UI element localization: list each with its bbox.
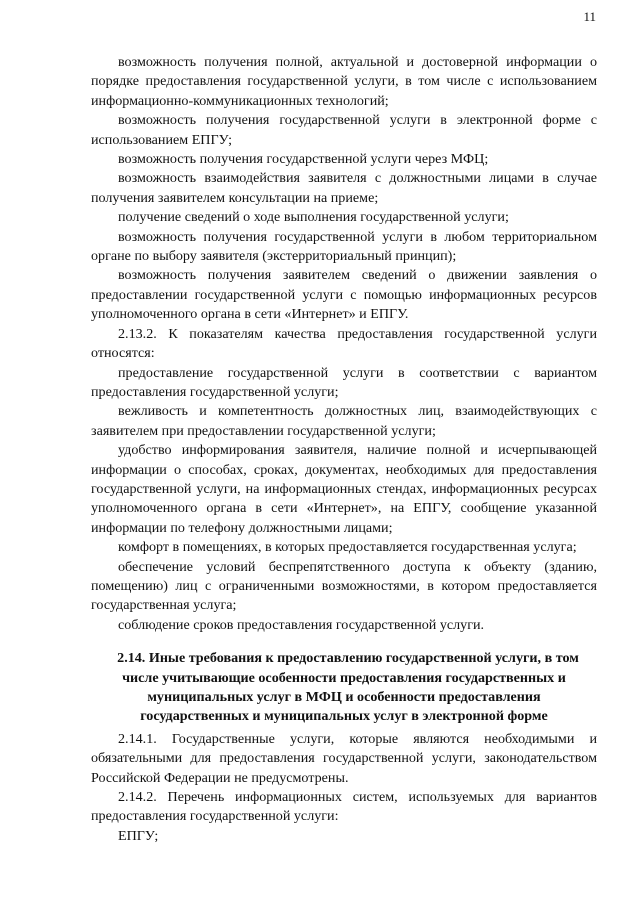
- document-body: [91, 53, 597, 846]
- page-number: 11: [583, 9, 596, 24]
- paragraph: ЕПГУ;: [118, 827, 159, 844]
- paragraph: 2.14.2. Перечень информационных систем, используемых для вариантов предоставления государственной услуги:: [91, 789, 597, 825]
- paragraph: возможность получения полной, актуальной и достоверной информации о порядке предоставления государственной услуги, в том числе с использованием информационно-коммуникационных технологий;: [91, 54, 597, 109]
- paragraph: комфорт в помещениях, в которых предоставляется государственная услуга;: [118, 539, 577, 556]
- paragraph: возможность получения государственной услуги в электронной форме с использованием ЕПГУ;: [91, 112, 597, 148]
- paragraph: обеспечение условий беспрепятственного доступа к объекту (зданию, помещению) лиц с ограниченными возможностями, в котором предоставляется государственная услуга;: [91, 558, 597, 614]
- paragraph: 2.13.2. К показателям качества предоставления государственной услуги относятся:: [91, 325, 597, 362]
- paragraph: возможность получения государственной услуги через МФЦ;: [118, 151, 489, 168]
- section-heading: 2.14. Иные требования к предоставлению государственной услуги, в том числе учитывающие особенности предоставления государственных и муниципальных услуг в МФЦ и особенности предоставления государственных и муниципальных услуг в электронной форме: [117, 650, 579, 725]
- paragraph: вежливость и компетентность должностных лиц, взаимодействующих с заявителем при предоставлении государственной услуги;: [91, 403, 597, 439]
- paragraph: возможность получения государственной услуги в любом территориальном органе по выбору заявителя (экстерриториальный принцип);: [91, 228, 597, 265]
- paragraph: соблюдение сроков предоставления государственной услуги.: [118, 616, 485, 633]
- paragraph: удобство информирования заявителя, наличие полной и исчерпывающей информации о способах, сроках, документах, необходимых для предоставления государственной услуги, на информационных стендах, информационных ресурсах уполномоченного органа в сети «Интернет», на ЕПГУ, сообщение указанной информации по телефону должностными лицами;: [91, 442, 597, 536]
- paragraph: предоставление государственной услуги в соответствии с вариантом предоставления государственной услуги;: [91, 364, 597, 400]
- paragraph: получение сведений о ходе выполнения государственной услуги;: [118, 209, 509, 226]
- paragraph: 2.14.1. Государственные услуги, которые являются необходимыми и обязательными для предоставления государственной услуги, законодательством Российской Федерации не предусмотрены.: [91, 730, 597, 786]
- paragraph: возможность получения заявителем сведений о движении заявления о предоставлении государственной услуги с помощью информационных ресурсов уполномоченного органа в сети «Интернет» и ЕПГУ.: [91, 267, 597, 323]
- paragraph: возможность взаимодействия заявителя с должностными лицами в случае получения заявителем консультации на приеме;: [91, 170, 597, 206]
